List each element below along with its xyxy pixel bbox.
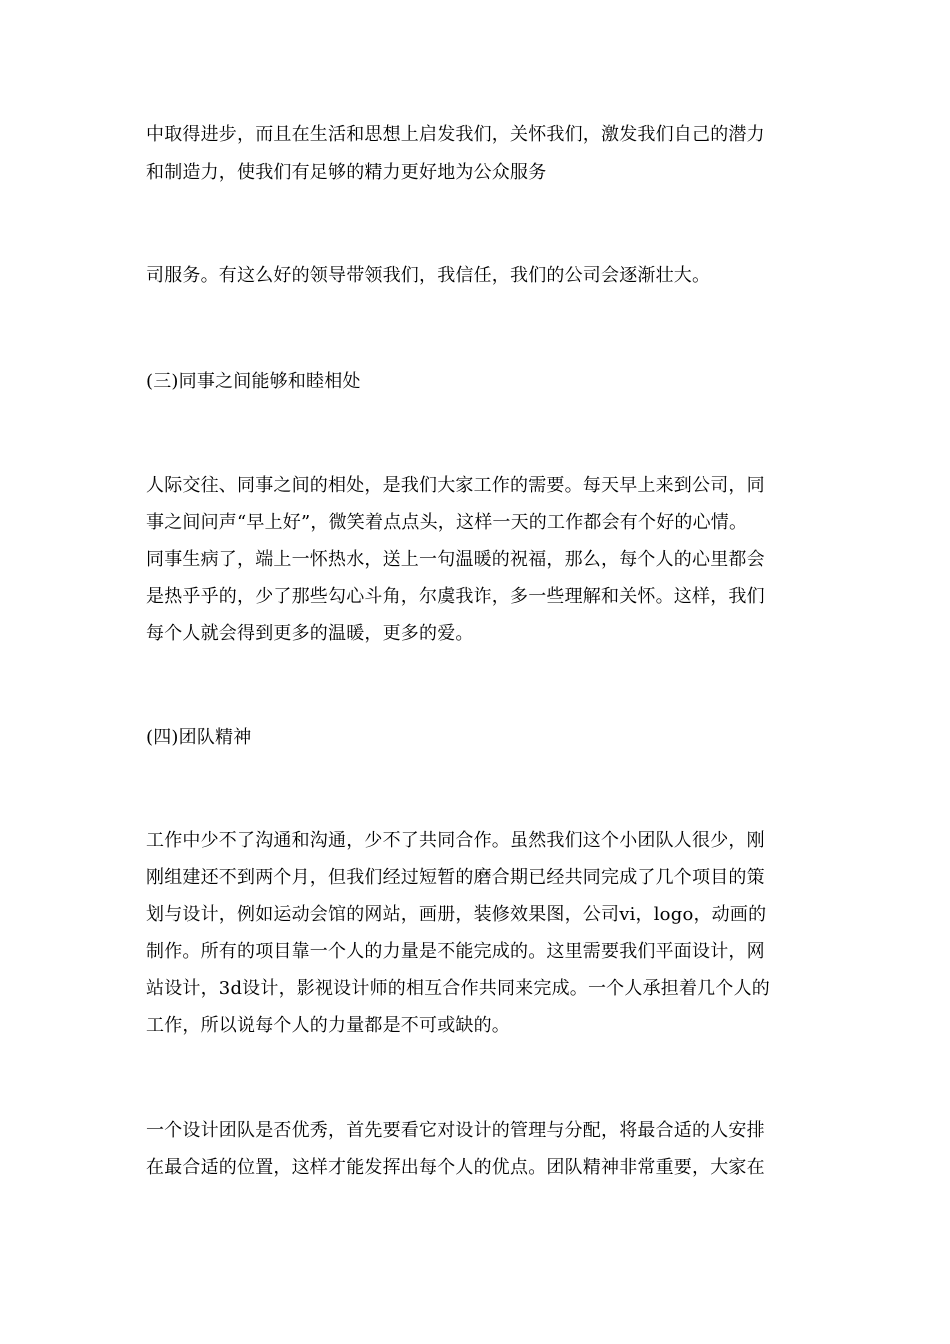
text-line: 每个人就会得到更多的温暖，更多的爱。	[146, 623, 474, 644]
text-line: 工作中少不了沟通和沟通，少不了共同合作。虽然我们这个小团队人很少，刚	[146, 830, 765, 851]
text-line: 在最合适的位置，这样才能发挥出每个人的优点。团队精神非常重要，大家在	[146, 1157, 765, 1178]
text-line: 事之间问声“早上好”，微笑着点点头，这样一天的工作都会有个好的心情。	[146, 512, 748, 533]
text-line: (四)团队精神	[146, 727, 252, 748]
text-line: 划与设计，例如运动会馆的网站，画册，装修效果图，公司vi，logo，动画的	[146, 904, 767, 925]
text-line: 和制造力，使我们有足够的精力更好地为公众服务	[146, 162, 547, 183]
text-line: 中取得进步，而且在生活和思想上启发我们，关怀我们，激发我们自己的潜力	[146, 124, 765, 145]
text-line: 司服务。有这么好的领导带领我们，我信任，我们的公司会逐渐壮大。	[146, 265, 711, 286]
text-line: 一个设计团队是否优秀，首先要看它对设计的管理与分配，将最合适的人安排	[146, 1120, 765, 1141]
text-line: 站设计，3d设计，影视设计师的相互合作共同来完成。一个人承担着几个人的	[146, 978, 770, 999]
text-line: 人际交往、同事之间的相处，是我们大家工作的需要。每天早上来到公司，同	[146, 475, 765, 496]
text-line: 制作。所有的项目靠一个人的力量是不能完成的。这里需要我们平面设计，网	[146, 941, 765, 962]
text-line: 工作，所以说每个人的力量都是不可或缺的。	[146, 1015, 510, 1036]
text-line: (三)同事之间能够和睦相处	[146, 371, 361, 392]
text-line: 刚组建还不到两个月，但我们经过短暂的磨合期已经共同完成了几个项目的策	[146, 867, 765, 888]
text-line: 是热乎乎的，少了那些勾心斗角，尔虞我诈，多一些理解和关怀。这样，我们	[146, 586, 765, 607]
text-line: 同事生病了，端上一怀热水，送上一句温暖的祝福，那么，每个人的心里都会	[146, 549, 765, 570]
